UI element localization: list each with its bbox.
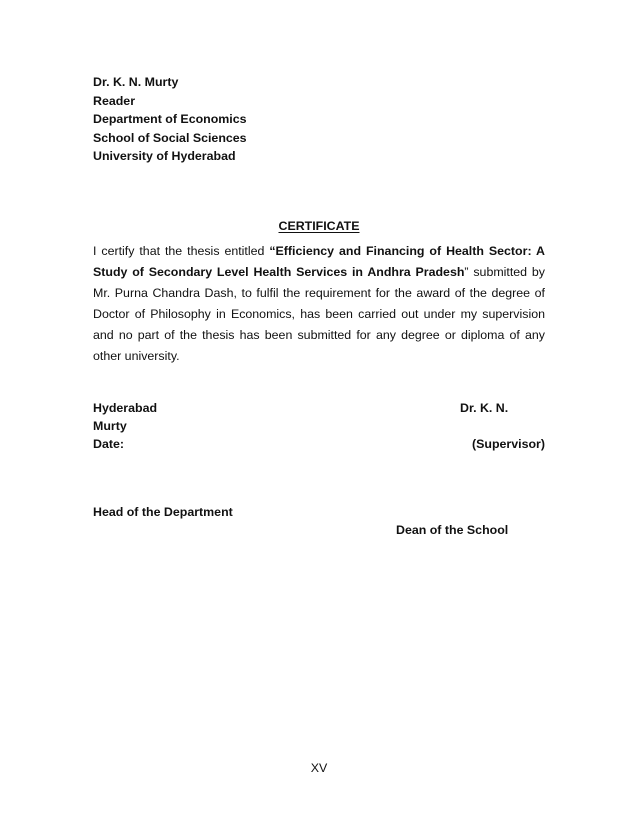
certificate-title: CERTIFICATE: [278, 219, 360, 233]
thesis-title: “Efficiency and Financing of Health Sector: A Study of Secondary Level Health Services in Andhra Pradesh: [93, 244, 545, 279]
page-number: XV: [310, 761, 328, 775]
signature-date-label: Date:: [93, 437, 124, 451]
department-name: Department of Economics: [93, 112, 247, 127]
signature-supervisor-name-line1: Dr. K. N.: [460, 401, 509, 415]
signature-supervisor-role: (Supervisor): [472, 437, 545, 451]
signature-supervisor-name-line2: Murty: [93, 419, 127, 433]
head-of-department-label: Head of the Department: [93, 505, 233, 519]
school-name: School of Social Sciences: [93, 130, 247, 145]
certificate-intro: I certify that the thesis entitled: [93, 244, 270, 258]
signature-place: Hyderabad: [93, 401, 158, 415]
dean-label: Dean of the School: [396, 523, 509, 537]
certificate-body-text: ” submitted by Mr. Purna Chandra Dash, to fulfil the requirement for the award of the degree of Doctor of Philosophy in Economics, has been carried out under my supervision and no part of the thesis has been submitted for any degree or diploma of any other university.: [93, 265, 545, 363]
supervisor-name: Dr. K. N. Murty: [93, 75, 179, 89]
supervisor-address-block: [93, 73, 247, 166]
supervisor-designation: Reader: [93, 93, 136, 108]
university-name: University of Hyderabad: [93, 149, 236, 164]
certificate-body: [93, 241, 545, 367]
